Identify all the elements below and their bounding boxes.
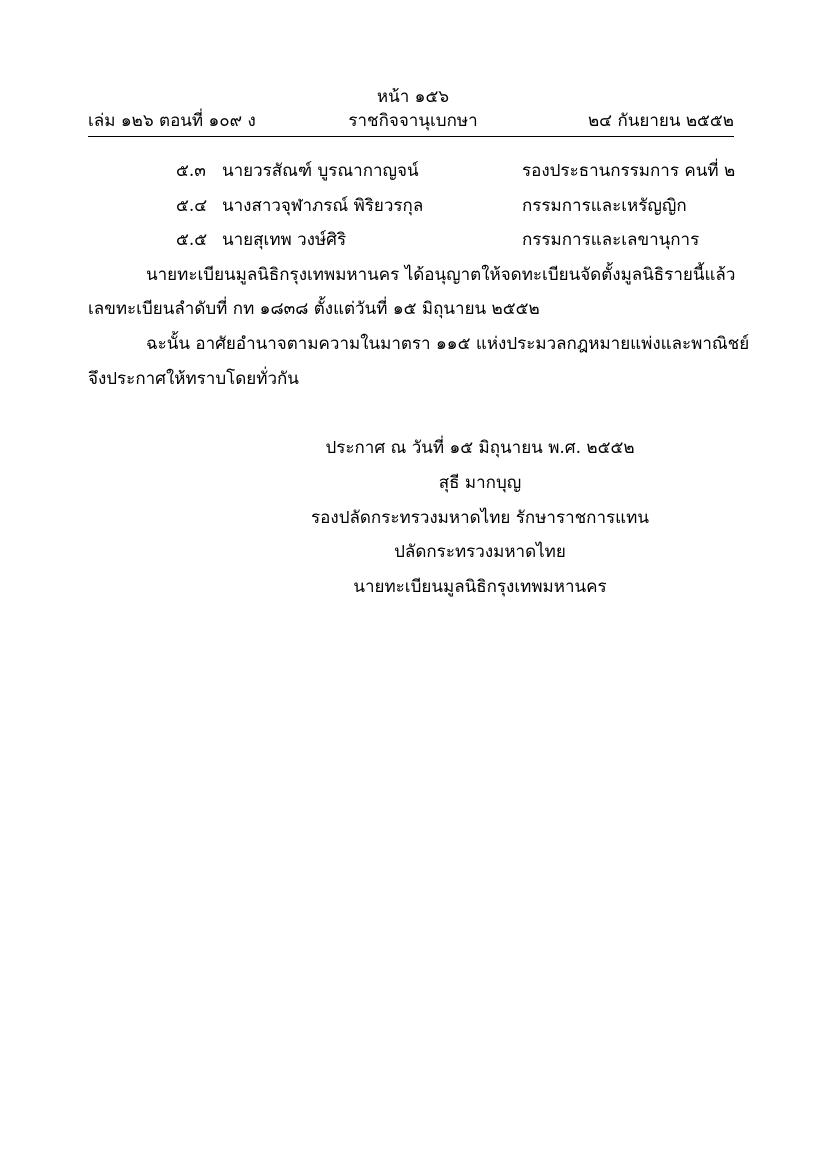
authority-paragraph-line1: ฉะนั้น อาศัยอำนาจตามความในมาตรา ๑๑๕ แห่งประมวลกฎหมายแพ่งและพาณิชย์ <box>146 334 750 354</box>
committee-item-name: นางสาวจุฬาภรณ์ พิริยวรกุล <box>222 196 424 216</box>
registration-paragraph-line2: เลขทะเบียนลำดับที่ กท ๑๘๓๘ ตั้งแต่วันที่ ๑๕ มิถุนายน ๒๕๕๒ <box>88 299 540 319</box>
signer-title: ปลัดกระทรวงมหาดไทย <box>394 542 566 562</box>
registration-paragraph-line1: นายทะเบียนมูลนิธิกรุงเทพมหานคร ได้อนุญาตให้จดทะเบียนจัดตั้งมูลนิธิรายนี้แล้ว <box>146 265 736 285</box>
page-number: หน้า ๑๕๖ <box>376 87 450 107</box>
authority-paragraph-line2: จึงประกาศให้ทราบโดยทั่วกัน <box>88 369 299 389</box>
committee-item-name: นายสุเทพ วงษ์ศิริ <box>222 230 347 250</box>
publication-date: ๒๔ กันยายน ๒๕๕๒ <box>587 111 734 131</box>
signer-title: รองปลัดกระทรวงมหาดไทย รักษาราชการแทน <box>311 508 649 528</box>
committee-item-number: ๕.๓ <box>176 161 206 181</box>
committee-item-number: ๕.๕ <box>176 230 208 250</box>
signer-title: นายทะเบียนมูลนิธิกรุงเทพมหานคร <box>353 577 607 597</box>
committee-item-role: กรรมการและเลขานุการ <box>522 230 700 250</box>
header-divider <box>88 136 734 137</box>
gazette-title: ราชกิจจานุเบกษา <box>348 111 478 131</box>
committee-item-name: นายวรสัณฑ์ บูรณากาญจน์ <box>222 161 419 181</box>
signer-name: สุธี มากบุญ <box>438 473 522 493</box>
announcement-date: ประกาศ ณ วันที่ ๑๕ มิถุนายน พ.ศ. ๒๕๕๒ <box>325 438 635 458</box>
committee-item-number: ๕.๔ <box>176 196 208 216</box>
committee-item-role: รองประธานกรรมการ คนที่ ๒ <box>522 161 736 181</box>
volume-issue: เล่ม ๑๒๖ ตอนที่ ๑๐๙ ง <box>88 111 256 131</box>
committee-item-role: กรรมการและเหรัญญิก <box>522 196 687 216</box>
